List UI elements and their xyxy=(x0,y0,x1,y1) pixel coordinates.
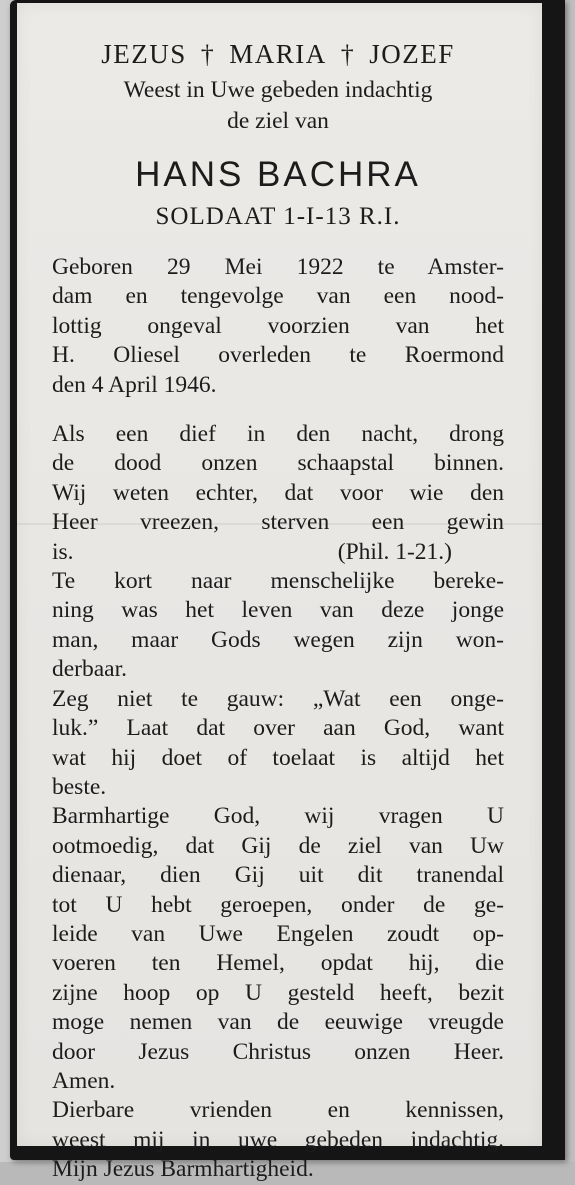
text-line: Wij weten echter, dat voor wie den xyxy=(52,479,504,506)
text-line: voeren ten Hemel, opdat hij, die xyxy=(52,950,504,977)
invocation-header xyxy=(52,36,504,73)
text-line: de dood onzen schaapstal binnen. xyxy=(52,450,504,477)
text-line: Dierbare vrienden en kennissen, xyxy=(52,1097,504,1124)
prayer-paragraph xyxy=(52,420,504,1185)
intro-line: de ziel van xyxy=(227,108,329,134)
text-line: derbaar. xyxy=(52,656,128,683)
citation-word: is. xyxy=(52,538,74,565)
text-line: Amen. xyxy=(52,1067,116,1094)
text-line: dam en tengevolge van een nood- xyxy=(52,283,504,310)
invocation-jozef: JOZEF xyxy=(369,39,455,69)
text-line: beste. xyxy=(52,773,107,800)
text-line: den 4 April 1946. xyxy=(52,371,217,398)
text-line: Barmhartige God, wij vragen U xyxy=(52,803,504,830)
text-line: H. Oliesel overleden te Roermond xyxy=(52,342,504,369)
deceased-rank: SOLDAAT 1-I-13 R.I. xyxy=(155,203,401,230)
memorial-card-text xyxy=(52,36,504,1185)
deceased-name: HANS BACHRA xyxy=(135,155,421,194)
text-line: leide van Uwe Engelen zoudt op- xyxy=(52,920,504,947)
invocation-jezus: JEZUS xyxy=(101,39,187,69)
text-line: weest mij in uwe gebeden indachtig. xyxy=(52,1126,504,1153)
text-line: Zeg niet te gauw: „Wat een onge- xyxy=(52,685,504,712)
birth-death-paragraph xyxy=(52,253,504,400)
text-line: lottig ongeval voorzien van het xyxy=(52,312,504,339)
bible-citation: (Phil. 1-21.) xyxy=(337,538,452,565)
intro-text xyxy=(52,75,504,137)
intro-line: Weest in Uwe gebeden indachtig xyxy=(123,77,433,103)
text-line: moge nemen van de eeuwige vreugde xyxy=(52,1009,504,1036)
text-line: man, maar Gods wegen zijn won- xyxy=(52,626,504,653)
text-line: Heer vreezen, sterven een gewin xyxy=(52,509,504,536)
prayer-continuation xyxy=(52,567,504,1185)
text-line: ning was het leven van deze jonge xyxy=(52,597,504,624)
text-line: door Jezus Christus onzen Heer. xyxy=(52,1038,504,1065)
cross-icon: † xyxy=(200,40,216,69)
text-line: Mijn Jezus Barmhartigheid. xyxy=(52,1156,314,1183)
text-line: Geboren 29 Mei 1922 te Amster- xyxy=(52,254,504,280)
text-line: ootmoedig, dat Gij de ziel van Uw xyxy=(52,832,504,859)
text-line: wat hij doet of toelaat is altijd het xyxy=(52,744,504,771)
text-line: luk.” Laat dat over aan God, want xyxy=(52,715,504,742)
citation-line xyxy=(52,538,504,567)
cross-icon: † xyxy=(340,40,356,69)
invocation-maria: MARIA xyxy=(229,39,327,69)
text-line: Te kort naar menschelijke bereke- xyxy=(52,568,504,595)
text-line: tot U hebt geroepen, onder de ge- xyxy=(52,891,504,918)
text-line: Als een dief in den nacht, drong xyxy=(52,421,504,448)
text-line: zijne hoop op U gesteld heeft, bezit xyxy=(52,979,504,1006)
text-line: dienaar, dien Gij uit dit tranendal xyxy=(52,862,504,889)
